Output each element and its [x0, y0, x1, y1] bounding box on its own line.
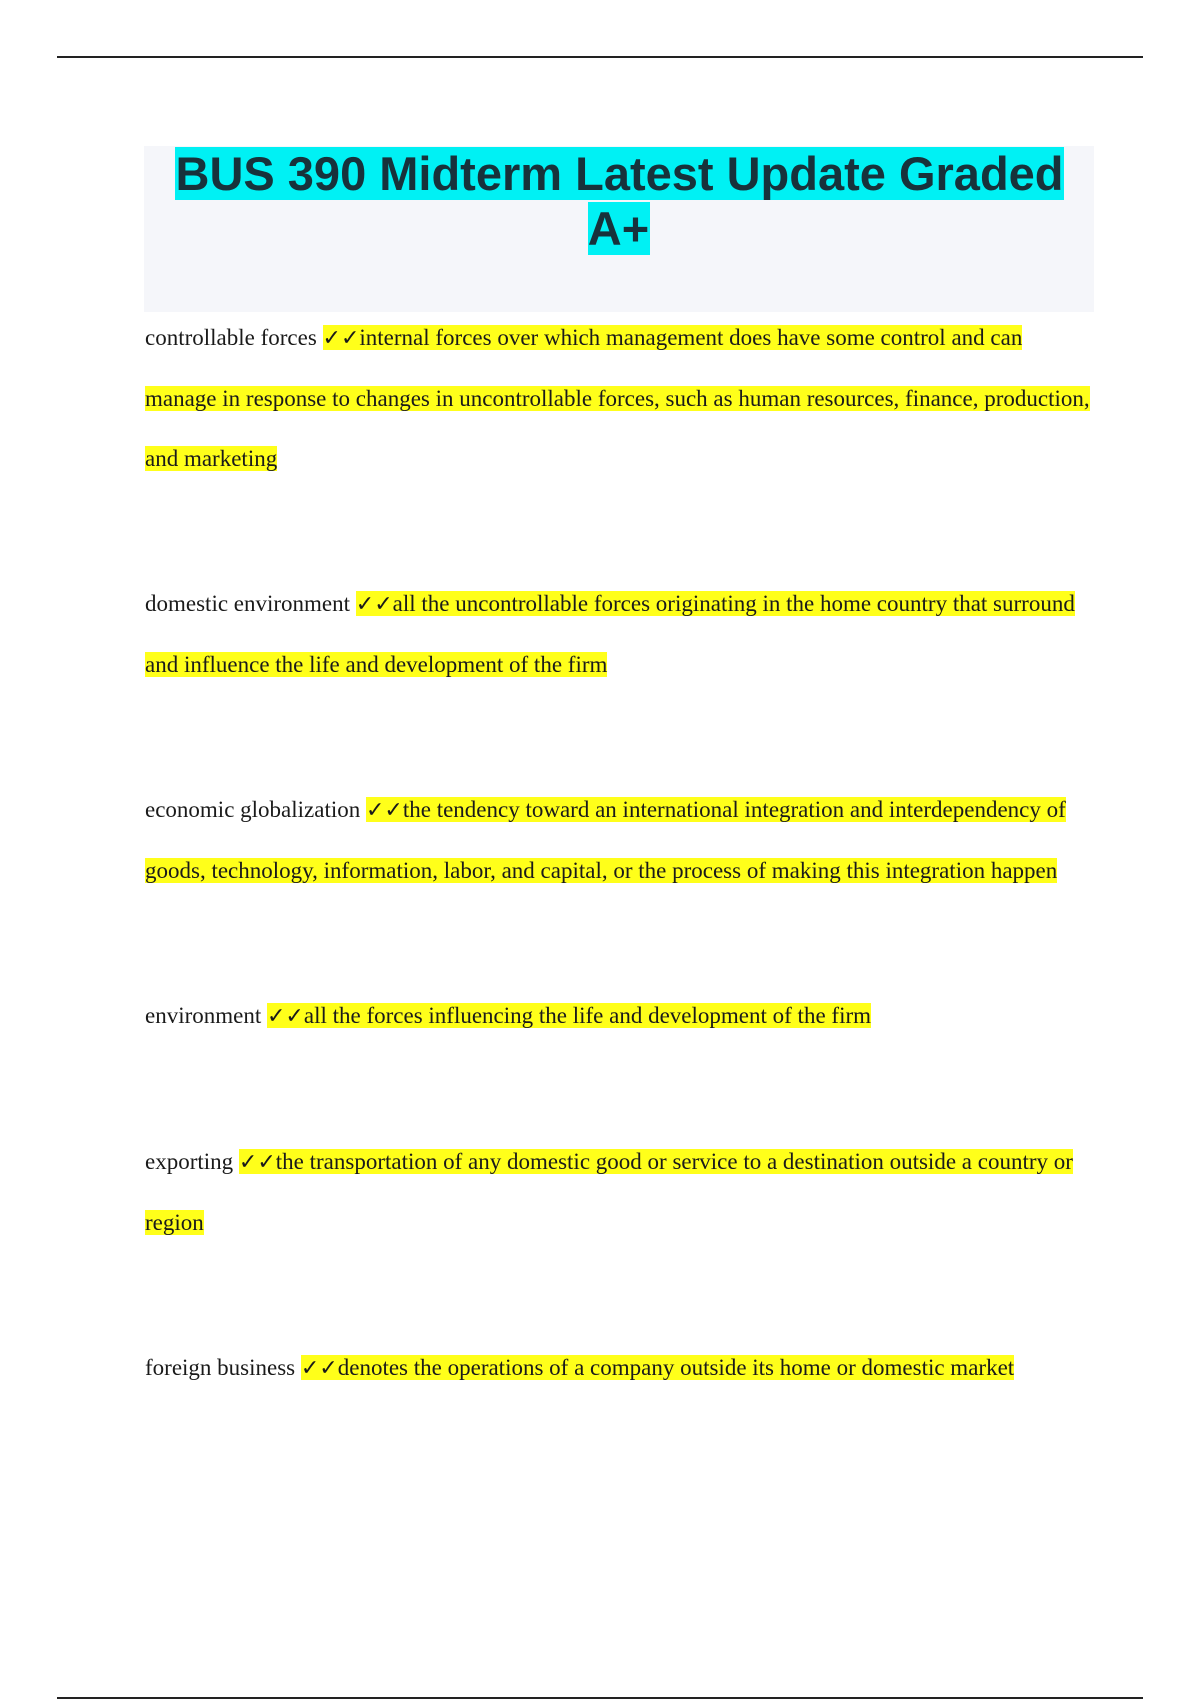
title-block [144, 146, 1094, 312]
definition-highlight [145, 1149, 1073, 1235]
bottom-rule [57, 1697, 1143, 1699]
check-mark-icon: ✓✓ [365, 798, 403, 823]
definition-highlight [301, 1355, 1014, 1380]
check-mark-icon: ✓✓ [267, 1004, 304, 1029]
check-mark-icon: ✓✓ [300, 1356, 338, 1381]
term-entry [145, 780, 1095, 901]
check-mark-icon: ✓✓ [355, 592, 393, 617]
definition-text: internal forces over which management does have some control and can manage in response to changes in uncontrollable forces, such as human resources, finance, production, and marketing [145, 325, 1090, 471]
definition-highlight [267, 1003, 871, 1028]
term-label: controllable forces [145, 325, 317, 350]
document-title [144, 146, 1094, 256]
term-entry [145, 1338, 1095, 1399]
term-entry [145, 1132, 1095, 1253]
term-entry [145, 308, 1095, 489]
definition-text: denotes the operations of a company outside its home or domestic market [337, 1355, 1015, 1380]
term-label: economic globalization [145, 797, 361, 822]
term-entry [145, 574, 1095, 695]
term-list [145, 308, 1095, 1399]
term-label: foreign business [145, 1355, 296, 1380]
definition-text: all the uncontrollable forces originating in the home country that surround and influence the life and development of the firm [145, 591, 1075, 677]
term-label: environment [145, 1003, 262, 1028]
definition-text: the transportation of any domestic good or service to a destination outside a country or region [145, 1149, 1073, 1235]
check-mark-icon: ✓✓ [238, 1150, 276, 1175]
term-entry [145, 986, 1095, 1047]
check-mark-icon: ✓✓ [322, 326, 360, 351]
term-label: exporting [145, 1149, 234, 1174]
definition-text: all the forces influencing the life and development of the firm [303, 1003, 872, 1028]
definition-text: the tendency toward an international integration and interdependency of goods, technology, information, labor, and capital, or the process of making this integration happen [145, 797, 1066, 883]
top-rule [57, 56, 1143, 58]
term-label: domestic environment [145, 591, 351, 616]
document-title-text: BUS 390 Midterm Latest Update Graded A+ [175, 147, 1064, 255]
